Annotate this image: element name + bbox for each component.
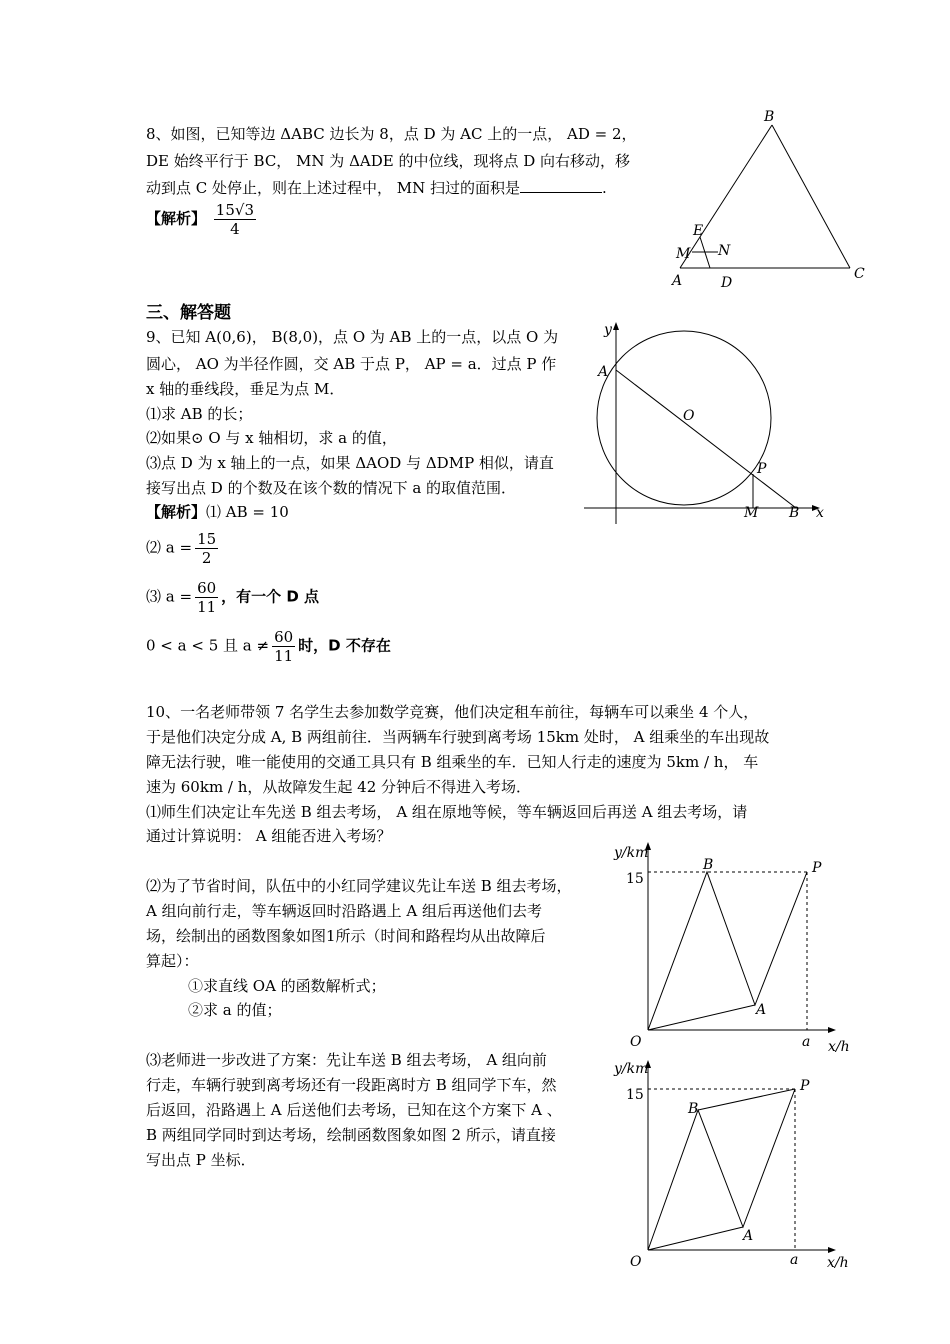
q10-figure2 (600, 1056, 860, 1286)
q8-line3: 动到点 C 处停止，则在上述过程中， MN 扫过的面积是 . (146, 179, 607, 197)
q10-line1: 10、一名老师带领 7 名学生去参加数学竞赛，他们决定租车前往，每辆车可以乘坐 4 个人， (146, 703, 759, 721)
label-P: P (800, 1078, 810, 1094)
label-O: O (630, 1034, 642, 1050)
q10-part3c: 后返回，沿路遇上 A 后送他们去考场，已知在这个方案下 A 、 (146, 1101, 562, 1119)
q9-answer3: ⑶ a = $\frac{60}{11}$ ，有一个 D 点 (146, 579, 320, 616)
q10-part3e: 写出点 P 坐标． (146, 1151, 256, 1169)
q8-line2: DE 始终平行于 BC， MN 为 ΔADE 的中位线，现将点 D 向右移动，移 (146, 152, 631, 170)
q9-line3: x 轴的垂线段，垂足为点 M． (146, 380, 345, 398)
label-15: 15 (626, 1087, 644, 1103)
q9-part3b: 接写出点 D 的个数及在该个数的情况下 a 的取值范围． (146, 479, 517, 497)
q9-line1: 9、已知 A(0,6)， B(8,0)，点 O 为 AB 上的一点，以点 O 为 (146, 328, 559, 346)
q10-part1b: 通过计算说明： A 组能否进入考场？ (146, 827, 392, 845)
label-D: D (721, 275, 733, 291)
q9-answer2: ⑵ a = $\frac{15}{2}$ (146, 530, 217, 567)
q10-part2b: A 组向前行走，等车辆返回时沿路遇上 A 组后再送他们去考 (146, 902, 542, 920)
label-x: x (816, 505, 824, 521)
label-A: A (743, 1228, 754, 1244)
label-N: N (718, 243, 731, 259)
q10-line2: 于是他们决定分成 A, B 两组前往．当两辆车行驶到离考场 15km 处时， A 组乘坐的车出现故 (146, 728, 770, 746)
label-B: B (703, 857, 714, 873)
label-A: A (756, 1002, 767, 1018)
label-xlabel: x/h (828, 1039, 850, 1055)
q9-part2: ⑵如果⊙ O 与 x 轴相切，求 a 的值， (146, 429, 397, 447)
label-O: O (630, 1254, 642, 1270)
q9-answer1: 【解析】⑴ AB = 10 (146, 503, 289, 521)
label-ylabel: y/km (614, 1061, 649, 1077)
label-a: a (790, 1252, 799, 1268)
q9-part3a: ⑶点 D 为 x 轴上的一点，如果 ΔAOD 与 ΔDMP 相似，请直 (146, 454, 554, 472)
label-A: A (598, 364, 609, 380)
q9-line2: 圆心， AO 为半径作圆，交 AB 于点 P， AP = a．过点 P 作 (146, 355, 557, 373)
q9-part1: ⑴求 AB 的长； (146, 405, 253, 423)
q10-part3d: B 两组同学同时到达考场，绘制函数图象如图 2 所示，请直接 (146, 1126, 556, 1144)
q10-part3a: ⑶老师进一步改进了方案：先让车送 B 组去考场， A 组向前 (146, 1051, 547, 1069)
q10-figure1 (600, 838, 860, 1058)
q9-circle-figure (580, 318, 840, 528)
label-a: a (802, 1034, 811, 1050)
q10-part2d: 算起）： (146, 952, 199, 970)
q10-part1a: ⑴师生们决定让车先送 B 组去考场， A 组在原地等候，等车辆返回后再送 A 组去考场，请 (146, 803, 748, 821)
q8-answer (146, 201, 259, 238)
section-title: 三、解答题 (146, 303, 231, 323)
q10-line3: 障无法行驶，唯一能使用的交通工具只有 B 组乘坐的车．已知人行走的速度为 5km / h， 车 (146, 753, 759, 771)
label-P: P (757, 461, 767, 477)
q10-part2f: ②求 a 的值； (188, 1001, 282, 1019)
label-ylabel: y/km (614, 845, 649, 861)
label-E: E (693, 223, 704, 239)
label-P: P (812, 860, 822, 876)
q10-part2e: ①求直线 OA 的函数解析式； (188, 977, 386, 995)
q10-part2c: 场，绘制出的函数图象如图1所示（时间和路程均从出故障后 (146, 927, 546, 945)
label-M: M (744, 505, 759, 521)
q8-line1: 8、如图，已知等边 ΔABC 边长为 8，点 D 为 AC 上的一点， AD = 2， (146, 125, 637, 143)
label-C: C (854, 266, 865, 282)
label-y: y (604, 322, 612, 338)
label-B: B (688, 1101, 699, 1117)
q10-line4: 速为 60km / h，从故障发生起 42 分钟后不得进入考场． (146, 778, 532, 796)
label-O: O (683, 408, 695, 424)
label-B: B (789, 505, 800, 521)
label-15: 15 (626, 871, 644, 887)
q9-answer4: 0 < a < 5 且 a ≠ $\frac{60}{11}$ 时，D 不存在 (146, 628, 391, 665)
label-xlabel: x/h (827, 1255, 849, 1271)
q10-part3b: 行走，车辆行驶到离考场还有一段距离时方 B 组同学下车，然 (146, 1076, 557, 1094)
q8-triangle-figure (660, 105, 880, 295)
answer-blank (520, 178, 602, 193)
q8-answer-fraction: $\frac{15√3}{4}$ (215, 201, 254, 238)
label-B: B (764, 109, 775, 125)
q10-part2a: ⑵为了节省时间，队伍中的小红同学建议先让车送 B 组去考场， (146, 877, 572, 895)
answer-label: 【解析】 (146, 209, 207, 228)
label-M: M (676, 246, 691, 262)
label-A: A (672, 273, 683, 289)
